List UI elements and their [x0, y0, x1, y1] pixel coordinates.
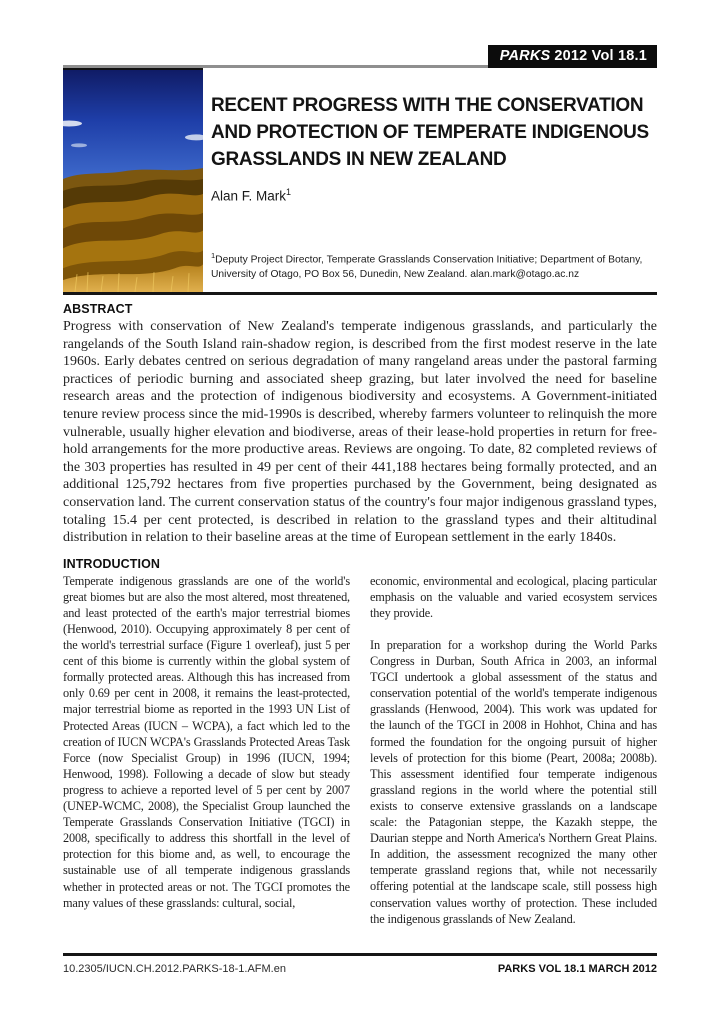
issue-footer-text: PARKS VOL 18.1 MARCH 2012 [497, 963, 657, 975]
abstract-text: Progress with conservation of New Zealand's temperate indigenous grasslands, and particularly the rangelands of the South Island rain-shadow region, is described from the first modest reserve in the late 1960s. Early debates centred on serious degradation of many rangeland areas under the pastoral farming practices of periodic burning and associated sheep grazing, but later involved the need for baseline research areas and the protection of indigenous biodiversity and ecosystems. A Government-initiated tenure review process since the mid-1990s is described, whereby farmers volunteer to relinquish the more vulnerable, usually higher elevation and biodiverse, areas of their lease-hold properties in return for free-hold arrangements for the more productive areas. Reviews are ongoing. To date, 82 completed reviews of the 303 properties has resulted in 49 per cent of their 441,188 hectares being formally protected, and an additional 125,792 hectares from five properties purchased by the Government, being designated as conservation land. The current conservation status of the country's four major indigenous grassland types, totaling 15.4 per cent protected, is described in relation to the grassland types and their altitudinal distribution in relation to their baseline areas at the time of European settlement in the early 1840s. [63, 319, 657, 546]
article-title: RECENT PROGRESS WITH THE CONSERVATION AND PROTECTION OF TEMPERATE INDIGENOUS GRASSLANDS IN NEW ZEALAND [211, 95, 649, 170]
article-header [63, 68, 657, 292]
abstract-section [63, 302, 657, 547]
journal-name: PARKS [499, 48, 551, 64]
author-footnote-ref: 1 [286, 187, 292, 197]
left-column [63, 573, 350, 931]
page-footer [63, 953, 657, 975]
body-paragraph: In preparation for a workshop during the World Parks Congress in Durban, South Africa in 2003, an informal TGCI undertook a global assessment of the status and conservation potential of the world's temperate indigenous grasslands (Henwood, 2004). This work was updated for the launch of the TGCI in 2008 in Hohhot, China and has formed the foundation for the ongoing pursuit of higher levels of protection for this biome (Peart, 2008a; 2008b). This assessment identified four temperate indigenous grassland regions in the world where the potential still exists to conserve extensive grasslands on a landscape scale: the Patagonian steppe, the Kazakh steppe, the Daurian steppe and North America's Northern Great Plains. In addition, the assessment recognized the many other temperate grassland regions that, while not necessarily offering potential at the landscape scale, still possess high conservation values worthy of protection. These included the indigenous grasslands of New Zealand. [370, 638, 657, 926]
issue-label: 2012 Vol 18.1 [554, 48, 647, 64]
introduction-heading: INTRODUCTION [63, 556, 161, 571]
grassland-photo [63, 68, 203, 292]
two-column-body [63, 573, 657, 931]
abstract-heading: ABSTRACT [63, 302, 133, 316]
header-divider-rule [63, 292, 657, 295]
footer-rule [63, 953, 657, 956]
title-block [211, 68, 657, 292]
header-row [63, 45, 657, 68]
right-column [370, 573, 657, 931]
affiliation-ref: 1 [211, 250, 216, 260]
doi-text: 10.2305/IUCN.CH.2012.PARKS-18-1.AFM.en [63, 963, 286, 975]
introduction-section [63, 557, 657, 931]
body-paragraph: economic, environmental and ecological, placing particular emphasis on the valuable and varied ecosystem services they provide. [370, 573, 657, 620]
affiliation-note [211, 248, 657, 282]
author-line [211, 187, 657, 204]
author-name: Alan F. Mark [211, 188, 287, 204]
journal-issue-badge [488, 45, 657, 68]
footer-row [63, 963, 657, 975]
body-paragraph: Temperate indigenous grasslands are one of the world's great biomes but are also the most altered, most threatened, and least protected of the earth's major terrestrial biomes (Henwood, 2010). Occupying approximately 8 per cent of the world's terrestrial surface (Figure 1 overleaf), just 5 per cent of this biome is currently within the global system of formally protected areas. Although this has increased from only 0.69 per cent in 2008, it remains the least-protected, major terrestrial biome as reported in the 1993 UN List of Protected Areas (IUCN – WCPA), a fact which led to the creation of IUCN WCPA's Grasslands Protected Areas Task Force (now Specialist Group) in 1996 (IUCN, 1994; Henwood, 1998). Following a decade of slow but steady progress to achieve a reported level of 5 per cent by 2007 (UNEP-WCMC, 2008), the Specialist Group launched the Temperate Grasslands Conservation Initiative (TGCI) in 2008, specifically to address this shortfall in the level of protection for this biome and, as well, to encourage the sustainable use of all temperate indigenous grasslands whether in protected areas or not. The TGCI promotes the many values of these grasslands: cultural, social, [63, 573, 350, 910]
affiliation-text: Deputy Project Director, Temperate Grasslands Conservation Initiative; Department of Botany, University of Otago, PO Box 56, Dunedin, New Zealand. alan.mark@otago.ac.nz [211, 254, 643, 280]
